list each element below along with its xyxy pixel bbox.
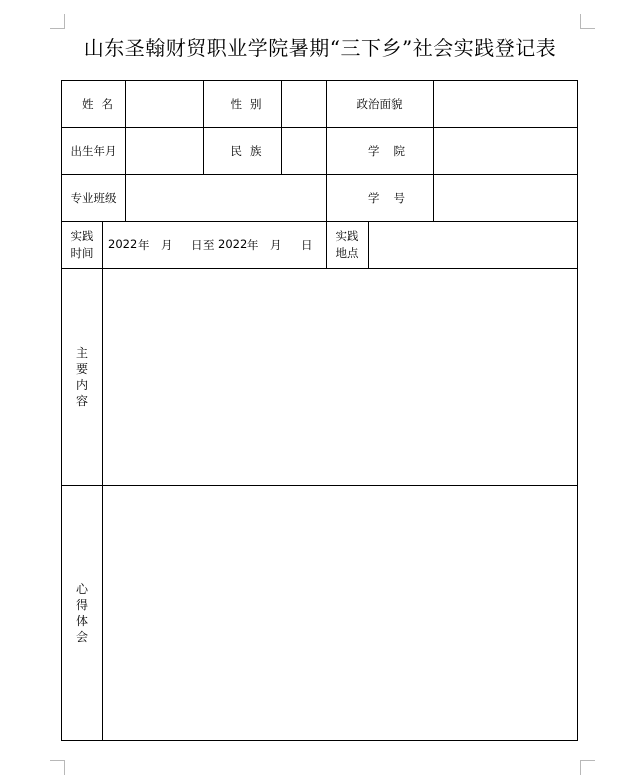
crop-mark-bottom-right <box>580 760 595 775</box>
end-year-unit: 年 <box>247 238 259 252</box>
label-practice-place-line2: 地点 <box>335 245 359 260</box>
label-practice-time-line1: 实践 <box>70 228 94 243</box>
reflection-field[interactable] <box>103 486 577 740</box>
label-major-class: 专业班级 <box>70 190 117 205</box>
political-status-field[interactable] <box>434 81 577 127</box>
start-month-unit: 月 <box>161 238 173 252</box>
end-month-unit: 月 <box>270 238 282 252</box>
label-practice-time <box>62 221 102 268</box>
start-year-unit: 年 <box>138 238 150 252</box>
main-content-char: 主 <box>75 345 88 360</box>
student-id-field[interactable] <box>434 174 577 221</box>
main-content-char: 要 <box>75 361 88 376</box>
major-class-field[interactable] <box>126 174 326 221</box>
start-day-unit: 日 <box>191 238 203 252</box>
end-year: 2022 <box>218 237 248 251</box>
document-title: 山东圣翰财贸职业学院暑期“三下乡”社会实践登记表 <box>83 36 557 60</box>
main-content-char: 容 <box>75 393 88 408</box>
name-field[interactable] <box>126 81 203 127</box>
end-day-unit: 日 <box>301 238 313 252</box>
label-practice-time-line2: 时间 <box>70 245 94 260</box>
label-practice-place <box>326 221 368 268</box>
crop-mark-bottom-left <box>50 760 65 775</box>
reflection-char: 心 <box>75 581 88 596</box>
registration-form-table <box>61 80 578 741</box>
main-content-char: 内 <box>75 377 88 392</box>
practice-place-field[interactable] <box>369 221 577 268</box>
date-range-to: 至 <box>203 238 215 252</box>
reflection-char: 体 <box>75 613 88 628</box>
label-main-content <box>62 268 102 485</box>
label-political-status: 政治面貌 <box>356 97 403 111</box>
reflection-char: 会 <box>75 629 88 644</box>
college-field[interactable] <box>434 127 577 174</box>
reflection-char: 得 <box>75 597 88 612</box>
birth-date-field[interactable] <box>126 127 203 174</box>
gender-field[interactable] <box>282 81 326 127</box>
crop-mark-top-right <box>580 14 595 29</box>
start-year: 2022 <box>108 237 138 251</box>
label-practice-place-line1: 实践 <box>335 228 359 243</box>
crop-mark-top-left <box>50 14 65 29</box>
label-name: 姓名 <box>82 97 121 111</box>
label-ethnicity: 民族 <box>230 143 270 158</box>
label-gender: 性别 <box>230 97 270 111</box>
main-content-field[interactable] <box>103 269 577 485</box>
label-reflection <box>62 485 102 740</box>
label-birth-date: 出生年月 <box>70 143 117 158</box>
label-student-id: 学号 <box>368 190 419 205</box>
label-college: 学院 <box>368 143 419 158</box>
ethnicity-field[interactable] <box>282 127 326 174</box>
